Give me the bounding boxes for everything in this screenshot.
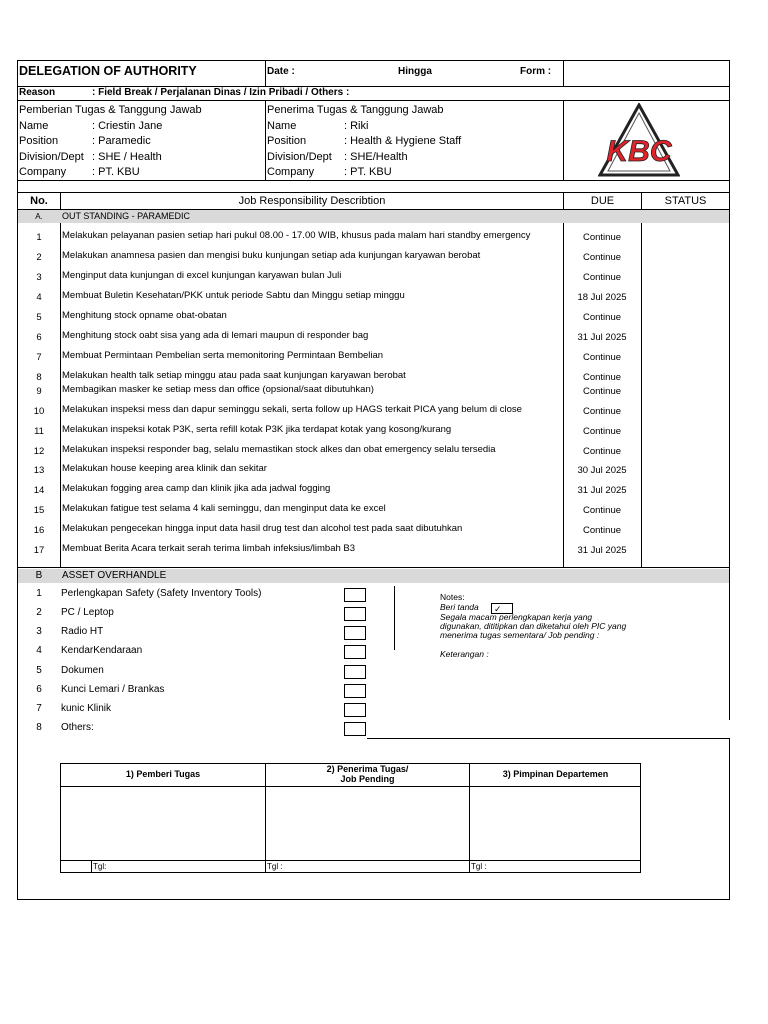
job-row-number: 17 [33,545,45,556]
job-row-number: 10 [33,406,45,417]
job-row-number: 7 [36,352,42,363]
company-logo [598,103,680,177]
asset-item-checkbox[interactable] [344,588,366,602]
job-row-due: Continue [582,406,622,417]
job-row-description: Menghitung stock oabt sisa yang ada di lemari maupun di responder bag [62,330,369,341]
giver-division-value: : SHE / Health [92,151,162,163]
job-row-number: 12 [33,446,45,457]
asset-item-checkbox[interactable] [344,665,366,679]
asset-item-label: Kunci Lemari / Brankas [61,684,165,695]
receiver-company-label: Company [267,166,315,178]
job-row-description: Melakukan anamnesa pasien dan mengisi buku kunjungan setiap ada kunjungan karyawan berobat [62,250,481,261]
job-row-description: Melakukan pengecekan hingga input data hasil drug test dan alcohol test pada saat dibutuhkan [62,523,463,534]
col-header-due: DUE [590,195,615,207]
job-row-due: 31 Jul 2025 [577,545,627,556]
section-a-code: A. [35,212,43,221]
asset-item-checkbox[interactable] [344,645,366,659]
job-row-due: 31 Jul 2025 [577,485,627,496]
job-row-due: Continue [582,312,622,323]
job-row-number: 16 [33,525,45,536]
job-row-number: 2 [36,252,42,263]
giver-name-value: : Criestin Jane [92,120,163,132]
receiver-position-label: Position [267,135,307,147]
form-label: Form : [520,66,552,77]
job-row-number: 8 [36,372,42,383]
job-row-description: Membuat Berita Acara terkait serah terima limbah infeksius/limbah B3 [62,543,356,554]
asset-item-label: Dokumen [61,665,104,676]
job-row-description: Melakukan house keeping area klinik dan sekitar [62,463,267,474]
asset-item-number: 6 [36,684,42,695]
job-row-due: Continue [582,272,622,283]
asset-item-label: Others: [61,722,94,733]
notes-line-1: Segala macam perlengkapan kerja yang [440,612,593,622]
section-b-title: ASSET OVERHANDLE [62,570,167,581]
giver-division-label: Division/Dept [19,151,84,163]
receiver-company-value: : PT. KBU [344,166,392,178]
receiver-division-label: Division/Dept [267,151,332,163]
job-row-description: Membuat Permintaan Pembelian serta memonitoring Permintaan Bembelian [62,350,384,361]
job-row-number: 6 [36,332,42,343]
reason-label: Reason [19,87,56,98]
giver-heading: Pemberian Tugas & Tanggung Jawab [19,104,202,116]
notes-line-3: menerima tugas sementara/ Job pending : [440,630,600,640]
job-row-description: Menghitung stock opname obat-obatan [62,310,227,321]
job-row-due: Continue [582,352,622,363]
receiver-name-label: Name [267,120,297,132]
job-row-number: 15 [33,505,45,516]
receiver-name-value: : Riki [344,120,369,132]
notes-keterangan: Keterangan : [440,649,489,659]
job-row-due: Continue [582,505,622,516]
asset-item-label: PC / Leptop [61,607,114,618]
receiver-division-value: : SHE/Health [344,151,408,163]
section-a-title: OUT STANDING - PARAMEDIC [62,211,191,221]
job-row-number: 9 [36,386,42,397]
signature-date-head: Tgl : [471,862,487,871]
job-row-description: Membuat Buletin Kesehatan/PKK untuk periode Sabtu dan Minggu setiap minggu [62,290,405,301]
job-row-due: 31 Jul 2025 [577,332,627,343]
job-row-number: 5 [36,312,42,323]
col-header-status: STATUS [664,195,707,207]
asset-item-number: 7 [36,703,42,714]
giver-company-label: Company [19,166,67,178]
job-row-due: Continue [582,232,622,243]
job-row-description: Melakukan inspeksi mess dan dapur seminggu sekali, serta follow up HAGS terkait PICA yang belum di close [62,404,522,415]
giver-position-value: : Paramedic [92,135,151,147]
asset-item-label: KendarKendaraan [61,645,143,656]
job-row-description: Melakukan fogging area camp dan klinik jika ada jadwal fogging [62,483,331,494]
asset-item-label: Perlengkapan Safety (Safety Inventory Tools) [61,588,262,599]
job-row-number: 4 [36,292,42,303]
signature-col-receiver-line1: 2) Penerima Tugas/ [326,764,409,774]
job-row-due: Continue [582,446,622,457]
job-row-number: 14 [33,485,45,496]
reason-value: : Field Break / Perjalanan Dinas / Izin Pribadi / Others : [92,87,350,98]
asset-item-number: 1 [36,588,42,599]
signature-col-head: 3) Pimpinan Departemen [502,769,609,779]
check-icon: ✓ [494,604,502,614]
job-row-number: 11 [34,426,44,437]
job-row-description: Melakukan health talk setiap minggu atau pada saat kunjungan karyawan berobat [62,370,406,381]
hingga-label: Hingga [398,66,432,77]
col-header-no: No. [30,195,48,207]
date-label: Date : [267,66,295,77]
asset-item-number: 2 [36,607,42,618]
asset-item-number: 8 [36,722,42,733]
notes-beri-tanda: Beri tanda [440,602,479,612]
receiver-heading: Penerima Tugas & Tanggung Jawab [267,104,444,116]
asset-item-number: 3 [36,626,42,637]
job-row-description: Melakukan fatigue test selama 4 kali seminggu, dan menginput data ke excel [62,503,386,514]
job-row-due: 30 Jul 2025 [577,465,627,476]
job-row-description: Menginput data kunjungan di excel kunjungan karyawan bulan Juli [62,270,342,281]
job-row-number: 13 [33,465,45,476]
giver-company-value: : PT. KBU [92,166,140,178]
job-row-description: Melakukan inspeksi kotak P3K, serta refill kotak P3K jika terdapat kotak yang kosong/kurang [62,424,452,435]
document-title: DELEGATION OF AUTHORITY [19,64,197,78]
asset-item-label: kunic Klinik [61,703,112,714]
signature-col-receiver-line2: Job Pending [340,774,395,784]
asset-item-checkbox[interactable] [344,722,366,736]
asset-item-number: 5 [36,665,42,676]
job-row-due: 18 Jul 2025 [577,292,627,303]
giver-position-label: Position [19,135,59,147]
job-row-description: Melakukan pelayanan pasien setiap hari pukul 08.00 - 17.00 WIB, khusus pada malam hari standby emergency [62,230,531,241]
job-row-number: 1 [36,232,42,243]
job-row-description: Melakukan inspeksi responder bag, selalu memastikan stock alkes dan obat emergency selalu tersedia [62,444,496,455]
notes-line-2: digunakan, dititipkan dan diketahui oleh PIC yang [440,621,627,631]
col-header-description: Job Responsibility Describtion [238,195,386,207]
asset-item-checkbox[interactable] [344,626,366,640]
job-row-due: Continue [582,252,622,263]
section-b-code: B [35,570,43,581]
logo-text: KBC [606,135,672,168]
signature-col-giver: 1) Pemberi Tugas [125,769,201,779]
asset-item-number: 4 [36,645,42,656]
receiver-position-value: : Health & Hygiene Staff [344,135,462,147]
asset-item-checkbox[interactable] [344,684,366,698]
asset-item-label: Radio HT [61,626,104,637]
job-row-number: 3 [36,272,42,283]
job-row-due: Continue [582,386,622,397]
asset-item-checkbox[interactable] [344,607,366,621]
signature-date-giver: Tgl: [93,862,107,871]
job-row-description: Membagikan masker ke setiap mess dan office (opsional/saat dibutuhkan) [62,384,374,395]
job-row-due: Continue [582,426,622,437]
signature-date-receiver: Tgl : [267,862,283,871]
giver-name-label: Name [19,120,49,132]
notes-title: Notes: [440,592,465,602]
asset-item-checkbox[interactable] [344,703,366,717]
job-row-due: Continue [582,372,622,383]
job-row-due: Continue [582,525,622,536]
